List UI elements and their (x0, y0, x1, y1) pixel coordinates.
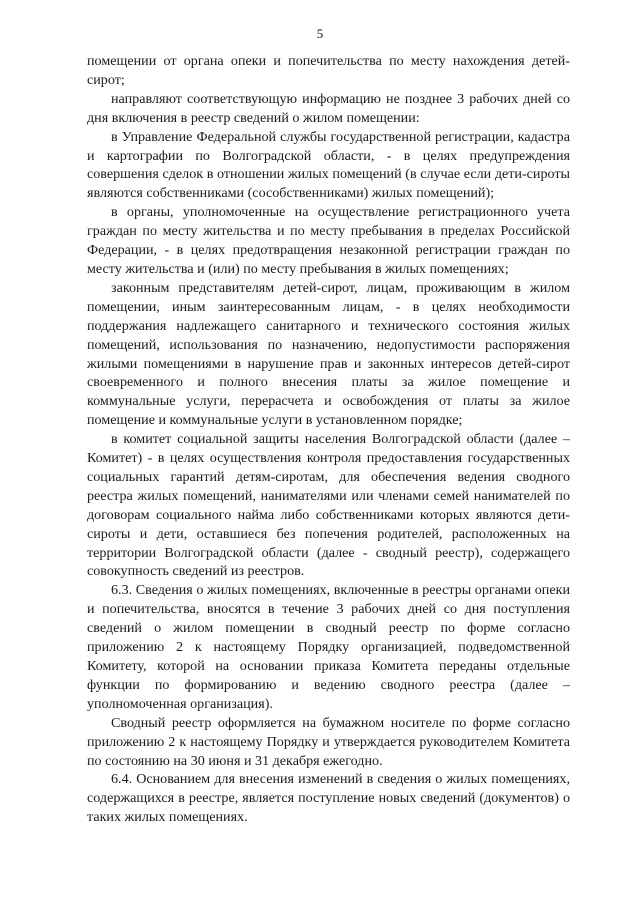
paragraph-notification-intro: направляют соответствующую информацию не позднее 3 рабочих дней со дня включения в реестр сведений о жилом помещении: (87, 90, 570, 126)
paragraph-legal-representatives: законным представителям детей-сирот, лицам, проживающим в жилом помещении, иным заинтересованным лицам, - в целях необходимости поддержания надлежащего санитарного и технического состояния жилых помещений, использования по назначению, недопустимости распоряжения жилыми помещениями в нарушение прав и законных интересов детей-сирот своевременного и полного внесения платы за жилое помещение и коммунальные услуги, перерасчета и освобождения от платы за жилое помещение и коммунальные услуги в установленном порядке; (87, 279, 570, 429)
document-body (87, 52, 570, 827)
paragraph-consolidated-register: Сводный реестр оформляется на бумажном носителе по форме согласно приложению 2 к настоящему Порядку и утверждается руководителем Комитета по состоянию на 30 июня и 31 декабря ежегодно. (87, 714, 570, 769)
paragraph-section-6-4: 6.4. Основанием для внесения изменений в сведения о жилых помещениях, содержащихся в реестре, является поступление новых сведений (документов) о таких жилых помещениях. (87, 771, 570, 826)
paragraph-rosreestr: в Управление Федеральной службы государственной регистрации, кадастра и картографии по Волгоградской области, - в целях предупреждения совершения сделок в отношении жилых помещений (в случае если дети-сироты являются собственниками (сособственниками) жилых помещений); (87, 128, 570, 202)
page-number: 5 (316, 26, 324, 41)
paragraph-section-6-3: 6.3. Сведения о жилых помещениях, включенные в реестры органами опеки и попечительства, вносятся в течение 3 рабочих дней со дня поступления сведений о жилом помещении в сводный реестр по форме согласно приложению 2 к настоящему Порядку организацией, подведомственной Комитету, которой на основании приказа Комитета переданы отдельные функции по формированию и ведению сводного реестра (далее – уполномоченная организация). (87, 582, 570, 712)
paragraph-continuation: помещении от органа опеки и попечительства по месту нахождения детей-сирот; (87, 53, 570, 88)
paragraph-registration-bodies: в органы, уполномоченные на осуществление регистрационного учета граждан по месту жительства и по месту пребывания в пределах Российской Федерации, - в целях предотвращения незаконной регистрации граждан по месту жительства и (или) по месту пребывания в жилых помещениях; (87, 204, 570, 277)
paragraph-social-committee: в комитет социальной защиты населения Волгоградской области (далее – Комитет) - в целях осуществления контроля предоставления государственных социальных гарантий детям-сиротам, для обеспечения ведения сводного реестра жилых помещений, нанимателями или членами семей нанимателей по договорам социального найма либо собственниками которых являются дети-сироты и дети, оставшиеся без попечения родителей, расположенных на территории Волгоградской области (далее - сводный реестр), содержащего совокупность сведений из реестров. (87, 431, 570, 580)
